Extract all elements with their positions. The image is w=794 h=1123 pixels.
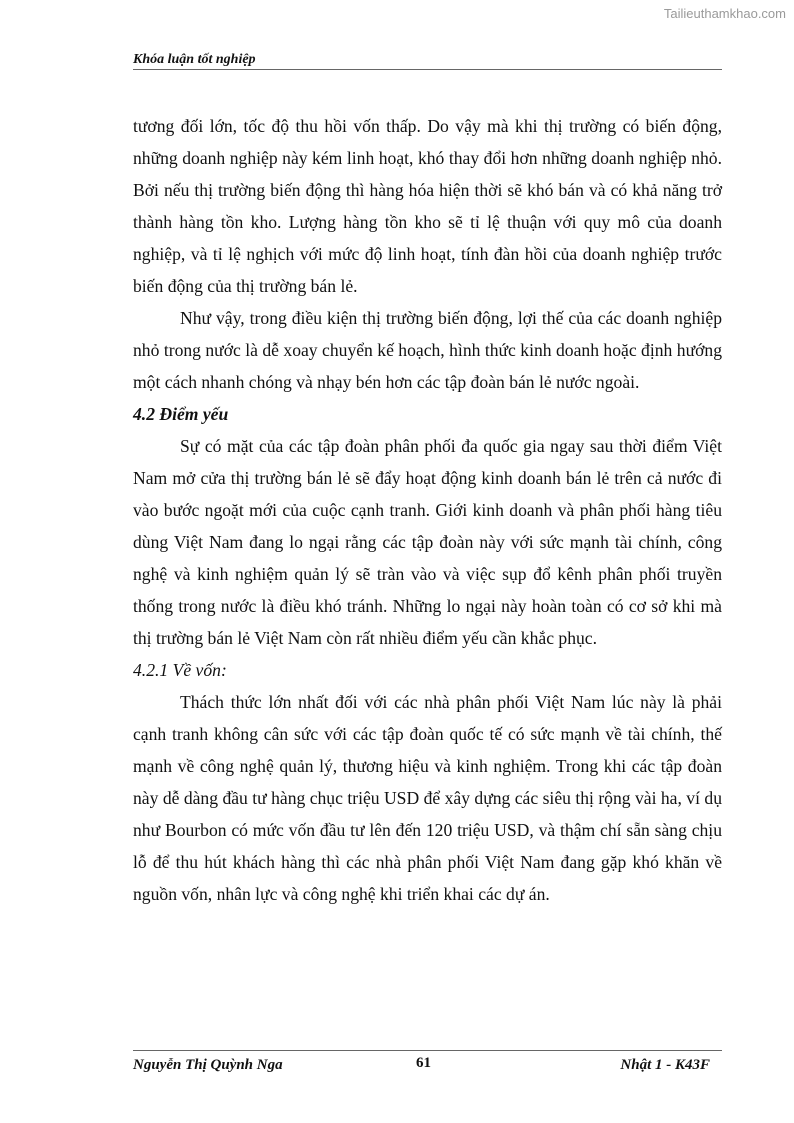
running-header <box>133 52 722 70</box>
paragraph-capital-challenge: Thách thức lớn nhất đối với các nhà phân phối Việt Nam lúc này là phải cạnh tranh không cân sức với các tập đoàn quốc tế có sức mạnh về tài chính, thế mạnh về công nghệ quản lý, thương hiệu và kinh nghiệm. Trong khi các tập đoàn này dễ dàng đầu tư hàng chục triệu USD để xây dựng các siêu thị rộng vài ha, ví dụ như Bourbon có mức vốn đầu tư lên đến 120 triệu USD, và thậm chí sẵn sàng chịu lỗ để thu hút khách hàng thì các nhà phân phối Việt Nam đang gặp khó khăn về nguồn vốn, nhân lực và công nghệ khi triển khai các dự án. <box>133 692 722 904</box>
paragraph-small-business-advantage: Như vậy, trong điều kiện thị trường biến động, lợi thế của các doanh nghiệp nhỏ trong nước là dễ xoay chuyển kế hoạch, hình thức kinh doanh hoặc định hướng một cách nhanh chóng và nhạy bén hơn các tập đoàn bán lẻ nước ngoài. <box>133 308 722 392</box>
section-heading-weaknesses: 4.2 Điểm yếu <box>133 404 229 424</box>
paragraph-weaknesses-intro: Sự có mặt của các tập đoàn phân phối đa quốc gia ngay sau thời điểm Việt Nam mở cửa thị trường bán lẻ sẽ đẩy hoạt động kinh doanh bán lẻ trên cả nước đi vào bước ngoặt mới của cuộc cạnh tranh. Giới kinh doanh và phân phối hàng tiêu dùng Việt Nam đang lo ngại rằng các tập đoàn này với sức mạnh tài chính, công nghệ và kinh nghiệm quản lý sẽ tràn vào và việc sụp đổ kênh phân phối truyền thống trong nước là điều khó tránh. Những lo ngại này hoàn toàn có cơ sở khi mà thị trường bán lẻ Việt Nam còn rất nhiều điểm yếu cần khắc phục. <box>133 436 722 648</box>
page-number: 61 <box>416 1055 431 1071</box>
subsection-heading-capital: 4.2.1 Về vốn: <box>133 660 227 680</box>
footer-author: Nguyễn Thị Quỳnh Nga <box>133 1057 283 1073</box>
footer-class-code: Nhật 1 - K43F <box>620 1057 710 1073</box>
paragraph-continuation: tương đối lớn, tốc độ thu hồi vốn thấp. Do vậy mà khi thị trường có biến động, những doanh nghiệp này kém linh hoạt, khó thay đổi hơn những doanh nghiệp nhỏ. Bởi nếu thị trường biến động thì hàng hóa hiện thời sẽ khó bán và có khả năng trở thành hàng tồn kho. Lượng hàng tồn kho sẽ tỉ lệ thuận với quy mô của doanh nghiệp, và tỉ lệ nghịch với mức độ linh hoạt, tính đàn hồi của doanh nghiệp trước biến động của thị trường bán lẻ. <box>133 116 722 296</box>
running-footer <box>133 1050 722 1081</box>
watermark-text: Tailieuthamkhao.com <box>663 6 786 21</box>
document-body <box>133 110 722 910</box>
document-title: Khóa luận tốt nghiệp <box>133 52 256 67</box>
